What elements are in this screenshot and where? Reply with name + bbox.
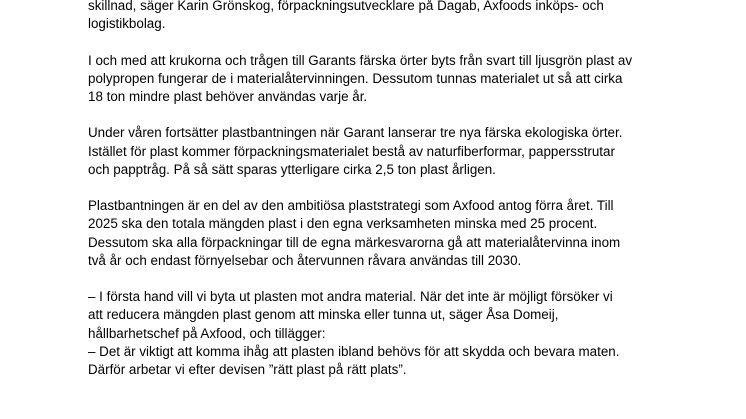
text-line: hållbarhetschef på Axfood, och tillägger: xyxy=(88,325,326,341)
document-body xyxy=(88,0,728,397)
text-line: logistikbolag. xyxy=(88,16,166,32)
text-line: Plastbantningen är en del av den ambitiösa plaststrategi som Axfood antog förra året. Till xyxy=(88,198,614,214)
text-line: skillnad, säger Karin Grönskog, förpackningsutvecklare på Dagab, Axfoods inköps- och xyxy=(88,0,604,13)
text-line: – Det är viktigt att komma ihåg att plasten ibland behövs för att skydda och bevara maten. xyxy=(88,343,620,359)
text-line: två år och endast förnyelsebar och återvunnen råvara användas till 2030. xyxy=(88,252,522,268)
paragraph-spring-launch xyxy=(88,124,728,179)
text-line: och papptråg. På så sätt sparas ytterligare cirka 2,5 ton plast årligen. xyxy=(88,161,496,177)
text-line: Därför arbetar vi efter devisen ”rätt plast på rätt plats”. xyxy=(88,362,407,377)
paragraph-plastic-color-change xyxy=(88,52,728,107)
paragraph-intro-tail xyxy=(88,0,728,33)
paragraph-quote-continued xyxy=(88,343,728,379)
text-line: I och med att krukorna och trågen till Garants färska örter byts från svart till ljusgrön plast av xyxy=(88,52,633,68)
paragraph-plastic-strategy xyxy=(88,197,728,270)
text-line: 2025 ska den totala mängden plast i den egna verksamheten minska med 25 procent. xyxy=(88,216,598,232)
text-line: Under våren fortsätter plastbantningen när Garant lanserar tre nya färska ekologiska örter. xyxy=(88,125,623,141)
text-line: 18 ton mindre plast behöver användas varje år. xyxy=(88,89,368,104)
text-line: – I första hand vill vi byta ut plasten mot andra material. När det inte är möjligt försöker vi xyxy=(88,289,613,305)
paragraph-quote-domeij xyxy=(88,288,728,343)
text-line: polypropen fungerar de i materialåtervinningen. Dessutom tunnas materialet ut så att cirka xyxy=(88,70,623,86)
text-line: Dessutom ska alla förpackningar till de egna märkesvarorna gå att materialåtervinna inom xyxy=(88,234,621,250)
text-line: Istället för plast kommer förpackningsmaterialet bestå av naturfiberformar, pappersstrutar xyxy=(88,143,615,159)
text-line: att reducera mängden plast genom att minska eller tunna ut, säger Åsa Domeij, xyxy=(88,307,559,323)
